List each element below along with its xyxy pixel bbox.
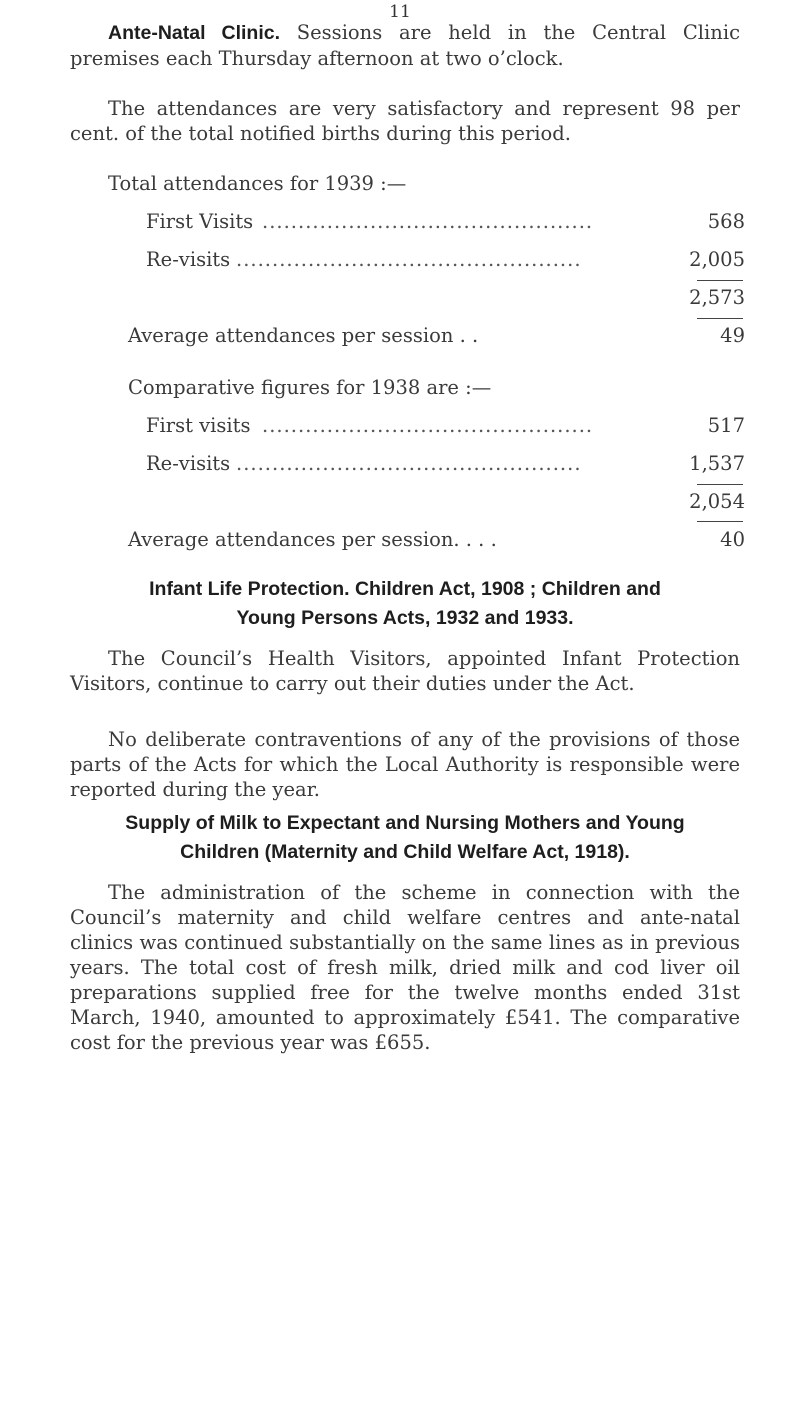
totals-1939-average-value: 49 [720,324,745,347]
milk-supply-heading-line1: Supply of Milk to Expectant and Nursing Mothers and Young [125,812,685,834]
milk-supply-paragraph: The administration of the scheme in connection with the Council’s maternity and child welfare centres and ante-natal clinics was continued substantially on the same lines as in previous years. The total cost of fresh milk, dried milk and cod liver oil preparations supplied free for the twelve months ended 31st March, 1940, amounted to approximately £541. The comparative cost for the previous year was £655. [70,881,740,1054]
totals-1938-first-visits-label: First visits [146,414,251,437]
sum-rule [697,484,743,485]
antenatal-intro-paragraph [70,20,740,71]
infant-life-heading-line1: Infant Life Protection. Children Act, 1908 ; Children and [149,578,661,600]
totals-1938-average-value: 40 [720,528,745,551]
sum-rule [697,280,743,281]
dot-leader: .............................................. [262,210,594,233]
totals-1939-revisits-label: Re-visits [146,248,231,271]
totals-1938-title: Comparative figures for 1938 are :— [128,376,492,399]
infant-life-heading-line2: Young Persons Acts, 1932 and 1933. [236,607,574,629]
totals-1938-first-visits-value: 517 [707,414,745,437]
sum-rule [697,318,743,319]
totals-1939-total-value: 2,573 [689,286,745,309]
dot-leader: ................................................ [236,452,582,475]
totals-1938-revisits-value: 1,537 [689,452,745,475]
dot-leader: ................................................ [236,248,582,271]
totals-1938-total-value: 2,054 [689,490,745,513]
antenatal-attendance-note: The attendances are very satisfactory and represent 98 per cent. of the total notified births during this period. [70,97,740,145]
totals-1939-revisits-value: 2,005 [689,248,745,271]
totals-1938-average-label: Average attendances per session. . . . [128,528,497,551]
totals-1938-revisits-label: Re-visits [146,452,231,475]
antenatal-heading: Ante-Natal Clinic. [108,22,281,44]
totals-1939-average-label: Average attendances per session . . [128,324,479,347]
infant-life-paragraph-1: The Council’s Health Visitors, appointed Infant Protection Visitors, continue to carry out their duties under the Act. [70,647,740,695]
totals-1939-title: Total attendances for 1939 :— [108,172,407,195]
antenatal-intro-text: Sessions are held in the Central Clinic premises each Thursday afternoon at two o’clock. [70,21,740,70]
sum-rule [697,521,743,522]
totals-1939-first-visits-value: 568 [707,210,745,233]
milk-supply-heading-line2: Children (Maternity and Child Welfare Act, 1918). [180,841,630,863]
page-number: 11 [389,2,411,22]
infant-life-paragraph-2: No deliberate contraventions of any of the provisions of those parts of the Acts for which the Local Authority is responsible were reported during the year. [70,728,740,801]
dot-leader: .............................................. [262,414,594,437]
totals-1939-first-visits-label: First Visits [146,210,254,233]
